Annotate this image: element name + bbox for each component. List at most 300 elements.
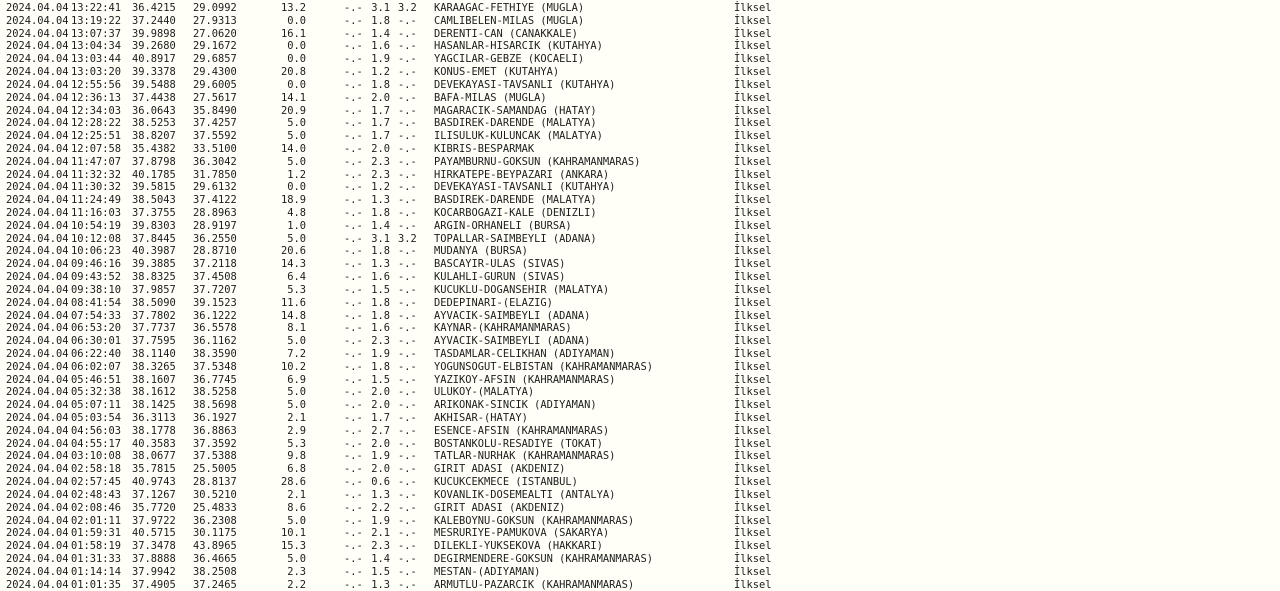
md-magnitude-cell: -.- xyxy=(344,501,363,514)
solution-type-cell: İlksel xyxy=(734,194,772,207)
date-cell: 2024.04.04 xyxy=(6,347,69,360)
solution-type-cell: İlksel xyxy=(734,27,772,40)
table-row xyxy=(6,322,1276,335)
location-cell: KUCUKCEKMECE (ISTANBUL) xyxy=(434,476,578,489)
depth-cell: 6.8 xyxy=(287,463,306,476)
latitude-cell: 40.9743 xyxy=(132,476,176,489)
solution-type-cell: İlksel xyxy=(734,347,772,360)
date-cell: 2024.04.04 xyxy=(6,27,69,40)
md-magnitude-cell: -.- xyxy=(344,14,363,27)
table-row xyxy=(6,92,1276,105)
table-row xyxy=(6,181,1276,194)
location-cell: ESENCE-AFSIN (KAHRAMANMARAS) xyxy=(434,424,610,437)
table-row xyxy=(6,40,1276,53)
ml-magnitude-cell: 2.1 xyxy=(371,527,390,540)
table-row xyxy=(6,207,1276,220)
time-cell: 01:14:14 xyxy=(71,565,122,578)
time-cell: 06:02:07 xyxy=(71,360,122,373)
date-cell: 2024.04.04 xyxy=(6,219,69,232)
ml-magnitude-cell: 1.2 xyxy=(371,181,390,194)
md-magnitude-cell: -.- xyxy=(344,360,363,373)
mw-magnitude-cell: -.- xyxy=(398,40,417,53)
depth-cell: 4.8 xyxy=(287,207,306,219)
ml-magnitude-cell: 1.3 xyxy=(371,488,390,501)
table-row xyxy=(6,130,1276,143)
date-cell: 2024.04.04 xyxy=(6,335,69,348)
solution-type-cell: İlksel xyxy=(734,296,772,309)
date-cell: 2024.04.04 xyxy=(6,271,69,284)
mw-magnitude-cell: -.- xyxy=(398,271,417,284)
md-magnitude-cell: -.- xyxy=(344,40,363,53)
depth-cell: 8.1 xyxy=(287,322,306,335)
table-row xyxy=(6,220,1276,233)
md-magnitude-cell: -.- xyxy=(344,450,363,463)
date-cell: 2024.04.04 xyxy=(6,296,69,309)
location-cell: KONUS-EMET (KUTAHYA) xyxy=(434,66,560,79)
latitude-cell: 37.3478 xyxy=(132,540,176,553)
table-row xyxy=(6,105,1276,118)
mw-magnitude-cell: -.- xyxy=(398,527,417,540)
table-row xyxy=(6,28,1276,41)
table-row xyxy=(6,566,1276,579)
table-row xyxy=(6,297,1276,310)
md-magnitude-cell: -.- xyxy=(344,130,363,143)
time-cell: 09:43:52 xyxy=(71,271,122,284)
ml-magnitude-cell: 1.9 xyxy=(371,450,390,463)
table-row xyxy=(6,194,1276,207)
location-cell: GIRIT ADASI (AKDENIZ) xyxy=(434,463,566,476)
solution-type-cell: İlksel xyxy=(734,309,772,322)
location-cell: ARMUTLU-PAZARCIK (KAHRAMANMARAS) xyxy=(434,578,635,591)
location-cell: MUDANYA (BURSA) xyxy=(434,245,528,258)
latitude-cell: 39.5815 xyxy=(132,181,176,194)
latitude-cell: 36.4215 xyxy=(132,2,176,14)
table-row xyxy=(6,374,1276,387)
depth-cell: 0.0 xyxy=(287,40,306,53)
date-cell: 2024.04.04 xyxy=(6,245,69,258)
latitude-cell: 38.1140 xyxy=(132,347,176,360)
ml-magnitude-cell: 2.0 xyxy=(371,386,390,399)
solution-type-cell: İlksel xyxy=(734,565,772,578)
time-cell: 01:59:31 xyxy=(71,527,122,540)
table-row xyxy=(6,143,1276,156)
latitude-cell: 39.2680 xyxy=(132,40,176,53)
depth-cell: 0.0 xyxy=(287,181,306,194)
location-cell: DEDEPINARI-(ELAZIG) xyxy=(434,296,553,309)
mw-magnitude-cell: -.- xyxy=(398,245,417,258)
time-cell: 03:10:08 xyxy=(71,450,122,463)
time-cell: 11:24:49 xyxy=(71,194,122,207)
latitude-cell: 39.3885 xyxy=(132,258,176,271)
mw-magnitude-cell: -.- xyxy=(398,258,417,271)
longitude-cell: 37.5348 xyxy=(193,360,237,373)
depth-cell: 20.9 xyxy=(280,104,306,117)
solution-type-cell: İlksel xyxy=(734,53,772,66)
mw-magnitude-cell: -.- xyxy=(398,565,417,578)
date-cell: 2024.04.04 xyxy=(6,463,69,476)
time-cell: 09:46:16 xyxy=(71,258,122,271)
md-magnitude-cell: -.- xyxy=(344,66,363,79)
latitude-cell: 37.9722 xyxy=(132,514,176,527)
latitude-cell: 37.8798 xyxy=(132,155,176,168)
latitude-cell: 38.1607 xyxy=(132,373,176,386)
solution-type-cell: İlksel xyxy=(734,386,772,399)
date-cell: 2024.04.04 xyxy=(6,53,69,66)
longitude-cell: 36.8863 xyxy=(193,424,237,437)
date-cell: 2024.04.04 xyxy=(6,424,69,437)
depth-cell: 15.3 xyxy=(280,540,306,553)
depth-cell: 5.0 xyxy=(287,514,306,527)
location-cell: ULUKOY-(MALATYA) xyxy=(434,386,535,399)
mw-magnitude-cell: -.- xyxy=(398,412,417,424)
latitude-cell: 39.9898 xyxy=(132,27,176,40)
location-cell: ARIKONAK-SINCIK (ADIYAMAN) xyxy=(434,399,597,412)
longitude-cell: 36.4665 xyxy=(193,552,237,565)
longitude-cell: 36.5578 xyxy=(193,322,237,335)
table-row xyxy=(6,15,1276,28)
md-magnitude-cell: -.- xyxy=(344,488,363,501)
md-magnitude-cell: -.- xyxy=(344,437,363,450)
md-magnitude-cell: -.- xyxy=(344,232,363,245)
ml-magnitude-cell: 1.2 xyxy=(371,66,390,79)
latitude-cell: 37.4905 xyxy=(132,578,176,591)
md-magnitude-cell: -.- xyxy=(344,104,363,117)
longitude-cell: 38.3590 xyxy=(193,347,237,360)
date-cell: 2024.04.04 xyxy=(6,412,69,424)
solution-type-cell: İlksel xyxy=(734,552,772,565)
time-cell: 11:16:03 xyxy=(71,207,122,219)
md-magnitude-cell: -.- xyxy=(344,463,363,476)
depth-cell: 6.4 xyxy=(287,271,306,284)
ml-magnitude-cell: 0.6 xyxy=(371,476,390,489)
mw-magnitude-cell: -.- xyxy=(398,373,417,386)
mw-magnitude-cell: -.- xyxy=(398,181,417,194)
time-cell: 11:30:32 xyxy=(71,181,122,194)
depth-cell: 5.3 xyxy=(287,437,306,450)
ml-magnitude-cell: 1.8 xyxy=(371,360,390,373)
table-row xyxy=(6,438,1276,451)
ml-magnitude-cell: 1.8 xyxy=(371,245,390,258)
longitude-cell: 35.8490 xyxy=(193,104,237,117)
longitude-cell: 37.5592 xyxy=(193,130,237,143)
md-magnitude-cell: -.- xyxy=(344,399,363,412)
depth-cell: 2.2 xyxy=(287,578,306,591)
date-cell: 2024.04.04 xyxy=(6,232,69,245)
depth-cell: 5.0 xyxy=(287,117,306,130)
time-cell: 02:01:11 xyxy=(71,514,122,527)
solution-type-cell: İlksel xyxy=(734,181,772,194)
longitude-cell: 36.3042 xyxy=(193,155,237,168)
depth-cell: 14.0 xyxy=(280,142,306,155)
longitude-cell: 36.1222 xyxy=(193,309,237,322)
date-cell: 2024.04.04 xyxy=(6,258,69,271)
latitude-cell: 37.7802 xyxy=(132,309,176,322)
time-cell: 02:08:46 xyxy=(71,501,122,514)
longitude-cell: 37.4257 xyxy=(193,117,237,130)
ml-magnitude-cell: 1.4 xyxy=(371,552,390,565)
table-row xyxy=(6,527,1276,540)
table-row xyxy=(6,412,1276,425)
latitude-cell: 37.4438 xyxy=(132,91,176,104)
location-cell: TASDAMLAR-CELIKHAN (ADIYAMAN) xyxy=(434,347,616,360)
latitude-cell: 38.1612 xyxy=(132,386,176,399)
ml-magnitude-cell: 2.0 xyxy=(371,437,390,450)
solution-type-cell: İlksel xyxy=(734,335,772,348)
time-cell: 06:53:20 xyxy=(71,322,122,335)
mw-magnitude-cell: -.- xyxy=(398,155,417,168)
ml-magnitude-cell: 1.7 xyxy=(371,104,390,117)
time-cell: 05:46:51 xyxy=(71,373,122,386)
ml-magnitude-cell: 1.8 xyxy=(371,207,390,219)
table-row xyxy=(6,66,1276,79)
longitude-cell: 36.1162 xyxy=(193,335,237,348)
depth-cell: 18.9 xyxy=(280,194,306,207)
mw-magnitude-cell: -.- xyxy=(398,207,417,219)
ml-magnitude-cell: 1.9 xyxy=(371,347,390,360)
longitude-cell: 37.3592 xyxy=(193,437,237,450)
latitude-cell: 40.8917 xyxy=(132,53,176,66)
time-cell: 11:32:32 xyxy=(71,168,122,181)
mw-magnitude-cell: -.- xyxy=(398,437,417,450)
mw-magnitude-cell: -.- xyxy=(398,66,417,79)
latitude-cell: 37.3755 xyxy=(132,207,176,219)
depth-cell: 8.6 xyxy=(287,501,306,514)
ml-magnitude-cell: 1.6 xyxy=(371,271,390,284)
time-cell: 12:07:58 xyxy=(71,142,122,155)
solution-type-cell: İlksel xyxy=(734,91,772,104)
table-row xyxy=(6,399,1276,412)
latitude-cell: 36.0643 xyxy=(132,104,176,117)
ml-magnitude-cell: 1.8 xyxy=(371,78,390,91)
ml-magnitude-cell: 2.3 xyxy=(371,168,390,181)
location-cell: ARGIN-ORHANELI (BURSA) xyxy=(434,219,572,232)
location-cell: DILEKLI-YUKSEKOVA (HAKKARI) xyxy=(434,540,603,553)
latitude-cell: 37.2440 xyxy=(132,14,176,27)
longitude-cell: 36.1927 xyxy=(193,412,237,424)
table-row xyxy=(6,233,1276,246)
time-cell: 04:55:17 xyxy=(71,437,122,450)
depth-cell: 5.0 xyxy=(287,232,306,245)
depth-cell: 5.3 xyxy=(287,283,306,296)
time-cell: 10:12:08 xyxy=(71,232,122,245)
latitude-cell: 39.8303 xyxy=(132,219,176,232)
solution-type-cell: İlksel xyxy=(734,155,772,168)
time-cell: 05:07:11 xyxy=(71,399,122,412)
ml-magnitude-cell: 1.7 xyxy=(371,412,390,424)
depth-cell: 5.0 xyxy=(287,155,306,168)
table-row xyxy=(6,425,1276,438)
time-cell: 02:58:18 xyxy=(71,463,122,476)
longitude-cell: 25.4833 xyxy=(193,501,237,514)
location-cell: ILISULUK-KULUNCAK (MALATYA) xyxy=(434,130,603,143)
longitude-cell: 30.1175 xyxy=(193,527,237,540)
date-cell: 2024.04.04 xyxy=(6,514,69,527)
md-magnitude-cell: -.- xyxy=(344,117,363,130)
location-cell: KOVANLIK-DOSEMEALTI (ANTALYA) xyxy=(434,488,616,501)
location-cell: KULAHLI-GURUN (SIVAS) xyxy=(434,271,566,284)
md-magnitude-cell: -.- xyxy=(344,219,363,232)
solution-type-cell: İlksel xyxy=(734,360,772,373)
latitude-cell: 38.1425 xyxy=(132,399,176,412)
mw-magnitude-cell: -.- xyxy=(398,104,417,117)
location-cell: KIBRIS-BESPARMAK xyxy=(434,142,535,155)
date-cell: 2024.04.04 xyxy=(6,578,69,591)
md-magnitude-cell: -.- xyxy=(344,565,363,578)
solution-type-cell: İlksel xyxy=(734,488,772,501)
mw-magnitude-cell: -.- xyxy=(398,53,417,66)
longitude-cell: 43.8965 xyxy=(193,540,237,553)
mw-magnitude-cell: 3.2 xyxy=(398,232,417,245)
md-magnitude-cell: -.- xyxy=(344,194,363,207)
mw-magnitude-cell: -.- xyxy=(398,309,417,322)
longitude-cell: 37.2465 xyxy=(193,578,237,591)
md-magnitude-cell: -.- xyxy=(344,2,363,14)
md-magnitude-cell: -.- xyxy=(344,424,363,437)
mw-magnitude-cell: -.- xyxy=(398,91,417,104)
md-magnitude-cell: -.- xyxy=(344,181,363,194)
table-row xyxy=(6,310,1276,323)
latitude-cell: 38.0677 xyxy=(132,450,176,463)
mw-magnitude-cell: -.- xyxy=(398,335,417,348)
time-cell: 12:34:03 xyxy=(71,104,122,117)
ml-magnitude-cell: 1.3 xyxy=(371,578,390,591)
md-magnitude-cell: -.- xyxy=(344,322,363,335)
solution-type-cell: İlksel xyxy=(734,14,772,27)
date-cell: 2024.04.04 xyxy=(6,552,69,565)
md-magnitude-cell: -.- xyxy=(344,78,363,91)
depth-cell: 11.6 xyxy=(280,296,306,309)
solution-type-cell: İlksel xyxy=(734,219,772,232)
location-cell: MESTAN-(ADIYAMAN) xyxy=(434,565,541,578)
location-cell: MESRURIYE-PAMUKOVA (SAKARYA) xyxy=(434,527,610,540)
date-cell: 2024.04.04 xyxy=(6,501,69,514)
depth-cell: 5.0 xyxy=(287,386,306,399)
mw-magnitude-cell: -.- xyxy=(398,322,417,335)
location-cell: BAFA-MILAS (MUGLA) xyxy=(434,91,547,104)
depth-cell: 0.0 xyxy=(287,14,306,27)
latitude-cell: 37.8888 xyxy=(132,552,176,565)
latitude-cell: 38.1778 xyxy=(132,424,176,437)
depth-cell: 10.1 xyxy=(280,527,306,540)
depth-cell: 2.1 xyxy=(287,412,306,424)
depth-cell: 6.9 xyxy=(287,373,306,386)
date-cell: 2024.04.04 xyxy=(6,450,69,463)
ml-magnitude-cell: 2.3 xyxy=(371,155,390,168)
time-cell: 12:28:22 xyxy=(71,117,122,130)
longitude-cell: 37.4122 xyxy=(193,194,237,207)
depth-cell: 28.6 xyxy=(280,476,306,489)
md-magnitude-cell: -.- xyxy=(344,578,363,591)
solution-type-cell: İlksel xyxy=(734,2,772,14)
longitude-cell: 37.2118 xyxy=(193,258,237,271)
ml-magnitude-cell: 1.4 xyxy=(371,27,390,40)
solution-type-cell: İlksel xyxy=(734,130,772,143)
location-cell: AKHISAR-(HATAY) xyxy=(434,412,528,424)
ml-magnitude-cell: 1.8 xyxy=(371,309,390,322)
location-cell: KUCUKLU-DOGANSEHIR (MALATYA) xyxy=(434,283,610,296)
table-row xyxy=(6,156,1276,169)
depth-cell: 0.0 xyxy=(287,78,306,91)
location-cell: CAMLIBELEN-MILAS (MUGLA) xyxy=(434,14,585,27)
md-magnitude-cell: -.- xyxy=(344,335,363,348)
solution-type-cell: İlksel xyxy=(734,412,772,424)
time-cell: 10:06:23 xyxy=(71,245,122,258)
md-magnitude-cell: -.- xyxy=(344,258,363,271)
longitude-cell: 30.5210 xyxy=(193,488,237,501)
solution-type-cell: İlksel xyxy=(734,437,772,450)
longitude-cell: 38.2508 xyxy=(193,565,237,578)
mw-magnitude-cell: -.- xyxy=(398,283,417,296)
time-cell: 06:30:01 xyxy=(71,335,122,348)
latitude-cell: 40.1785 xyxy=(132,168,176,181)
time-cell: 01:58:19 xyxy=(71,540,122,553)
depth-cell: 2.1 xyxy=(287,488,306,501)
mw-magnitude-cell: -.- xyxy=(398,194,417,207)
date-cell: 2024.04.04 xyxy=(6,78,69,91)
table-row xyxy=(6,386,1276,399)
time-cell: 09:38:10 xyxy=(71,283,122,296)
table-row xyxy=(6,463,1276,476)
ml-magnitude-cell: 3.1 xyxy=(371,2,390,14)
date-cell: 2024.04.04 xyxy=(6,476,69,489)
ml-magnitude-cell: 1.3 xyxy=(371,194,390,207)
location-cell: DEVEKAYASI-TAVSANLI (KUTAHYA) xyxy=(434,181,616,194)
ml-magnitude-cell: 2.0 xyxy=(371,142,390,155)
time-cell: 13:07:37 xyxy=(71,27,122,40)
location-cell: AYVACIK-SAIMBEYLI (ADANA) xyxy=(434,335,591,348)
md-magnitude-cell: -.- xyxy=(344,271,363,284)
longitude-cell: 38.5698 xyxy=(193,399,237,412)
mw-magnitude-cell: -.- xyxy=(398,424,417,437)
longitude-cell: 29.0992 xyxy=(193,2,237,14)
latitude-cell: 38.5043 xyxy=(132,194,176,207)
time-cell: 13:03:44 xyxy=(71,53,122,66)
depth-cell: 5.0 xyxy=(287,130,306,143)
latitude-cell: 38.8325 xyxy=(132,271,176,284)
location-cell: BOSTANKOLU-RESADIYE (TOKAT) xyxy=(434,437,603,450)
latitude-cell: 39.5488 xyxy=(132,78,176,91)
location-cell: DEGIRMENDERE-GOKSUN (KAHRAMANMARAS) xyxy=(434,552,653,565)
location-cell: MAGARACIK-SAMANDAG (HATAY) xyxy=(434,104,597,117)
longitude-cell: 25.5005 xyxy=(193,463,237,476)
date-cell: 2024.04.04 xyxy=(6,488,69,501)
location-cell: GIRIT ADASI (AKDENIZ) xyxy=(434,501,566,514)
latitude-cell: 39.3378 xyxy=(132,66,176,79)
time-cell: 02:48:43 xyxy=(71,488,122,501)
location-cell: AYVACIK-SAIMBEYLI (ADANA) xyxy=(434,309,591,322)
solution-type-cell: İlksel xyxy=(734,450,772,463)
longitude-cell: 29.1672 xyxy=(193,40,237,53)
solution-type-cell: İlksel xyxy=(734,78,772,91)
date-cell: 2024.04.04 xyxy=(6,527,69,540)
table-row xyxy=(6,284,1276,297)
time-cell: 01:01:35 xyxy=(71,578,122,591)
solution-type-cell: İlksel xyxy=(734,258,772,271)
ml-magnitude-cell: 2.7 xyxy=(371,424,390,437)
date-cell: 2024.04.04 xyxy=(6,168,69,181)
location-cell: TATLAR-NURHAK (KAHRAMANMARAS) xyxy=(434,450,616,463)
depth-cell: 5.0 xyxy=(287,399,306,412)
solution-type-cell: İlksel xyxy=(734,527,772,540)
solution-type-cell: İlksel xyxy=(734,207,772,219)
ml-magnitude-cell: 1.8 xyxy=(371,296,390,309)
mw-magnitude-cell: -.- xyxy=(398,386,417,399)
ml-magnitude-cell: 1.4 xyxy=(371,219,390,232)
md-magnitude-cell: -.- xyxy=(344,552,363,565)
mw-magnitude-cell: -.- xyxy=(398,142,417,155)
solution-type-cell: İlksel xyxy=(734,501,772,514)
time-cell: 01:31:33 xyxy=(71,552,122,565)
